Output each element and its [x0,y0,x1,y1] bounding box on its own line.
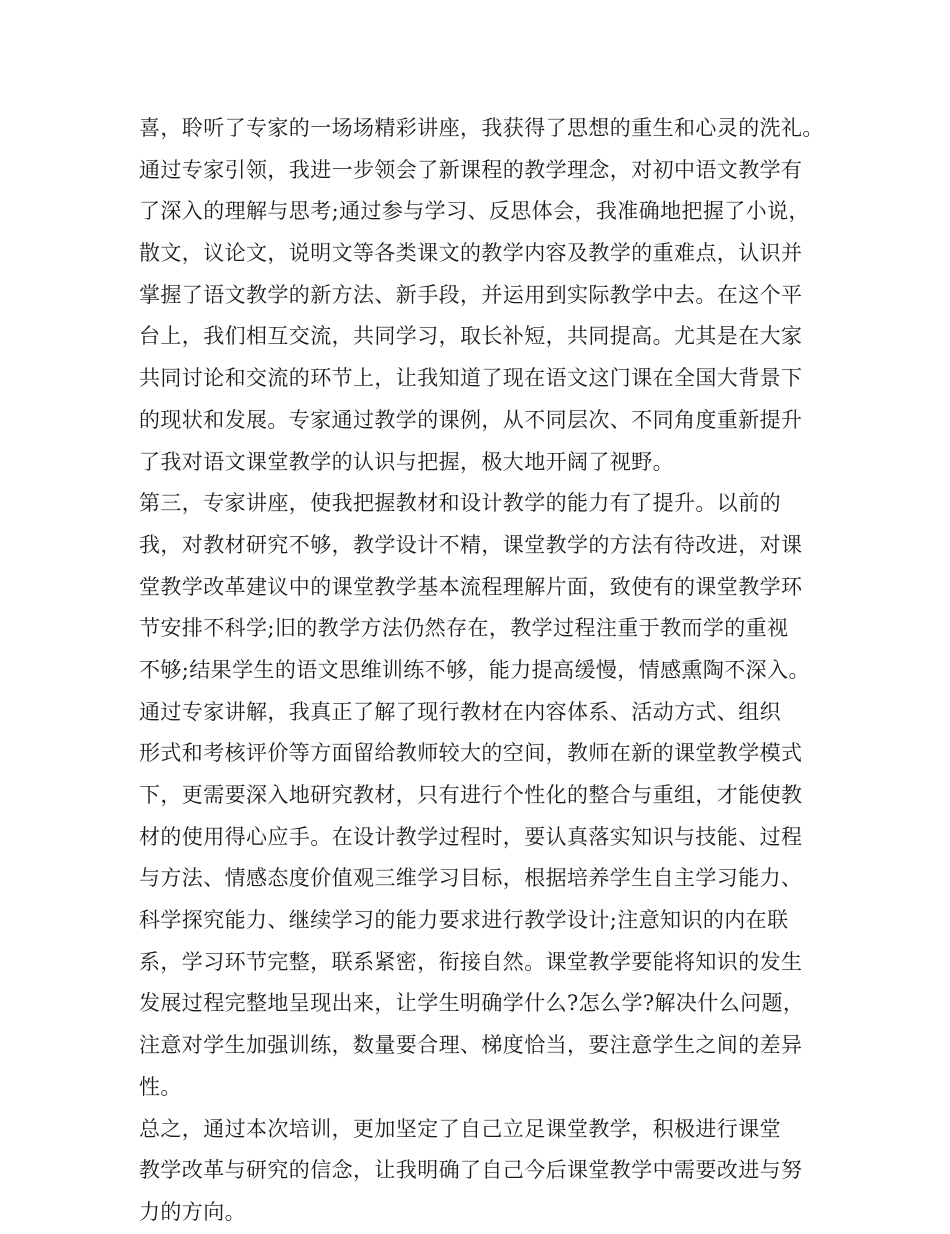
text-line: 第三，专家讲座，使我把握教材和设计教学的能力有了提升。以前的 [139,491,781,516]
text-line: 与方法、情感态度价值观三维学习目标，根据培养学生自主学习能力、 [139,866,803,891]
text-line: 注意对学生加强训练，数量要合理、梯度恰当，要注意学生之间的差异 [139,1033,803,1058]
text-line: 共同讨论和交流的环节上，让我知道了现在语文这门课在全国大背景下 [139,366,803,391]
text-line: 教学改革与研究的信念，让我明确了自己今后课堂教学中需要改进与努 [139,1158,803,1183]
text-line: 掌握了语文教学的新方法、新手段，并运用到实际教学中去。在这个平 [139,282,803,307]
text-line: 了深入的理解与思考;通过参与学习、反思体会，我准确地把握了小说， [139,199,810,224]
text-line: 总之，通过本次培训，更加坚定了自己立足课堂教学，积极进行课堂 [139,1116,781,1141]
text-line: 性。 [139,1074,182,1099]
text-line: 喜，聆听了专家的一场场精彩讲座，我获得了思想的重生和心灵的洗礼。 [139,116,824,140]
text-line: 节安排不科学;旧的教学方法仍然存在，教学过程注重于教而学的重视 [139,616,789,641]
text-line: 下，更需要深入地研究教材，只有进行个性化的整合与重组，才能使教 [139,783,803,807]
document-body [139,108,824,1234]
text-line: 通过专家讲解，我真正了解了现行教材在内容体系、活动方式、组织 [139,699,781,724]
text-line: 科学探究能力、继续学习的能力要求进行教学设计;注意知识的内在联 [139,908,789,933]
text-line: 发展过程完整地呈现出来，让学生明确学什么?怎么学?解决什么问题， [139,991,805,1016]
text-line: 通过专家引领，我进一步领会了新课程的教学理念，对初中语文教学有 [139,157,803,182]
text-line: 我，对教材研究不够，教学设计不精，课堂教学的方法有待改进，对课 [139,532,803,557]
text-line: 力的方向。 [139,1199,246,1224]
text-line: 的现状和发展。专家通过教学的课例，从不同层次、不同角度重新提升 [139,407,803,432]
text-line: 堂教学改革建议中的课堂教学基本流程理解片面，致使有的课堂教学环 [139,574,803,599]
text-line: 不够;结果学生的语文思维训练不够，能力提高缓慢，情感熏陶不深入。 [139,657,810,682]
text-line: 形式和考核评价等方面留给教师较大的空间，教师在新的课堂教学模式 [139,741,803,766]
text-line: 台上，我们相互交流，共同学习，取长补短，共同提高。尤其是在大家 [139,324,803,349]
text-line: 散文，议论文，说明文等各类课文的教学内容及教学的重难点，认识并 [139,241,803,266]
text-line: 系，学习环节完整，联系紧密，衔接自然。课堂教学要能将知识的发生 [139,949,803,974]
text-line: 材的使用得心应手。在设计教学过程时，要认真落实知识与技能、过程 [139,824,803,849]
text-line: 了我对语文课堂教学的认识与把握，极大地开阔了视野。 [139,449,674,474]
